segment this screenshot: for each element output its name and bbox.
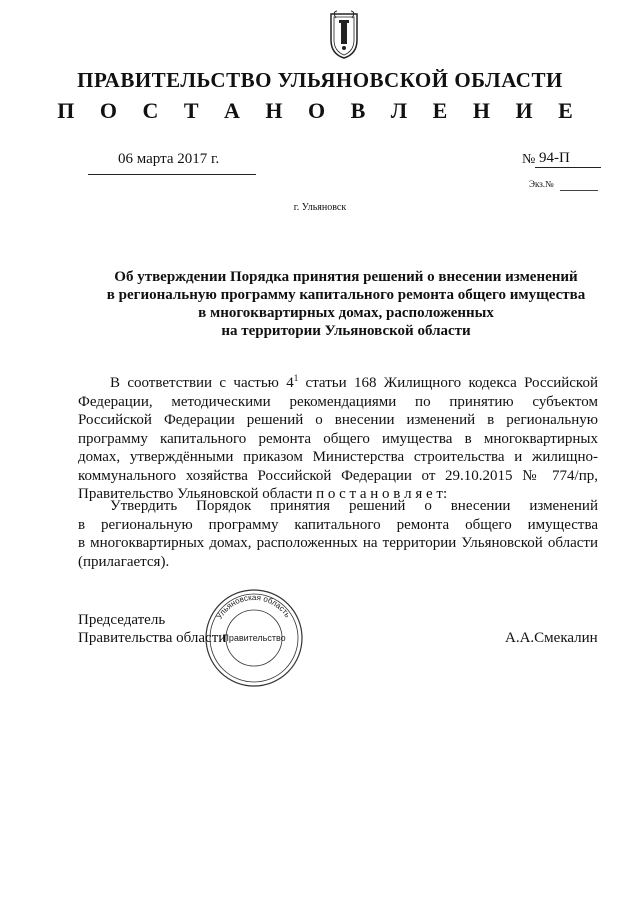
body-paragraph-1 xyxy=(78,369,598,504)
seal-center-text: Правительство xyxy=(222,633,286,643)
para1-line: программу капитального ремонта общего имущества в многоквартирных xyxy=(78,430,598,447)
para1-line-1-start: В соответствии с частью 4 xyxy=(110,375,294,391)
date-underline xyxy=(88,174,256,175)
seal-outer-text: Ульяновская область xyxy=(214,592,293,621)
para1-line: Российской Федерации решений о внесении изменений в региональную xyxy=(78,412,598,428)
para2-line: Утвердить Порядок принятия решений о внесении изменений xyxy=(110,498,598,514)
svg-text:Ульяновская область xyxy=(215,593,292,621)
document-type: П О С Т А Н О В Л Е Н И Е xyxy=(57,98,583,123)
signatory-role-line-1: Председатель xyxy=(78,612,166,628)
heading-line: на территории Ульяновской области xyxy=(221,323,471,339)
heading-line: в многоквартирных домах, расположенных xyxy=(198,305,494,321)
body-paragraph-2 xyxy=(78,497,598,571)
para2-line: (прилагается). xyxy=(78,553,170,570)
document-heading xyxy=(70,268,622,340)
heading-line: Об утверждении Порядка принятия решений о внесении изменений xyxy=(114,269,578,285)
para1-line-1 xyxy=(78,369,598,393)
copy-number-label: Экз.№ xyxy=(529,179,554,189)
para1-line: Федерации, методическими рекомендациями по принятию субъектом xyxy=(78,393,598,410)
document-date: 06 марта 2017 г. xyxy=(118,151,220,167)
para1-line-1-rest: статьи 168 Жилищного кодекса Российской xyxy=(298,375,598,391)
para1-line: коммунального хозяйства Российской Федерации от 29.10.2015 № 774/пр, xyxy=(78,467,598,484)
para1-line: домах, утверждёнными приказом Министерства строительства и жилищно- xyxy=(78,449,598,465)
number-prefix: № xyxy=(522,152,536,167)
para2-line: в региональную программу капитального ремонта общего имущества xyxy=(78,516,598,533)
heading-line: в региональную программу капитального ремонта общего имущества xyxy=(106,287,586,303)
document-number: 94-П xyxy=(535,150,601,168)
signatory-role-line-2: Правительства области xyxy=(78,630,227,646)
signatory-name: А.А.Смекалин xyxy=(505,630,598,646)
city: г. Ульяновск xyxy=(293,202,347,213)
para2-line: в многоквартирных домах, расположенных на территории Ульяновской области xyxy=(78,535,598,551)
para1-line: Правительство Ульяновской области п о с т а н о в л я е т: xyxy=(78,486,448,502)
coat-of-arms-emblem xyxy=(327,10,361,60)
superscript: 1 xyxy=(293,373,299,383)
government-title: ПРАВИТЕЛЬСТВО УЛЬЯНОВСКОЙ ОБЛАСТИ xyxy=(77,68,563,92)
copy-number-line xyxy=(560,190,598,191)
